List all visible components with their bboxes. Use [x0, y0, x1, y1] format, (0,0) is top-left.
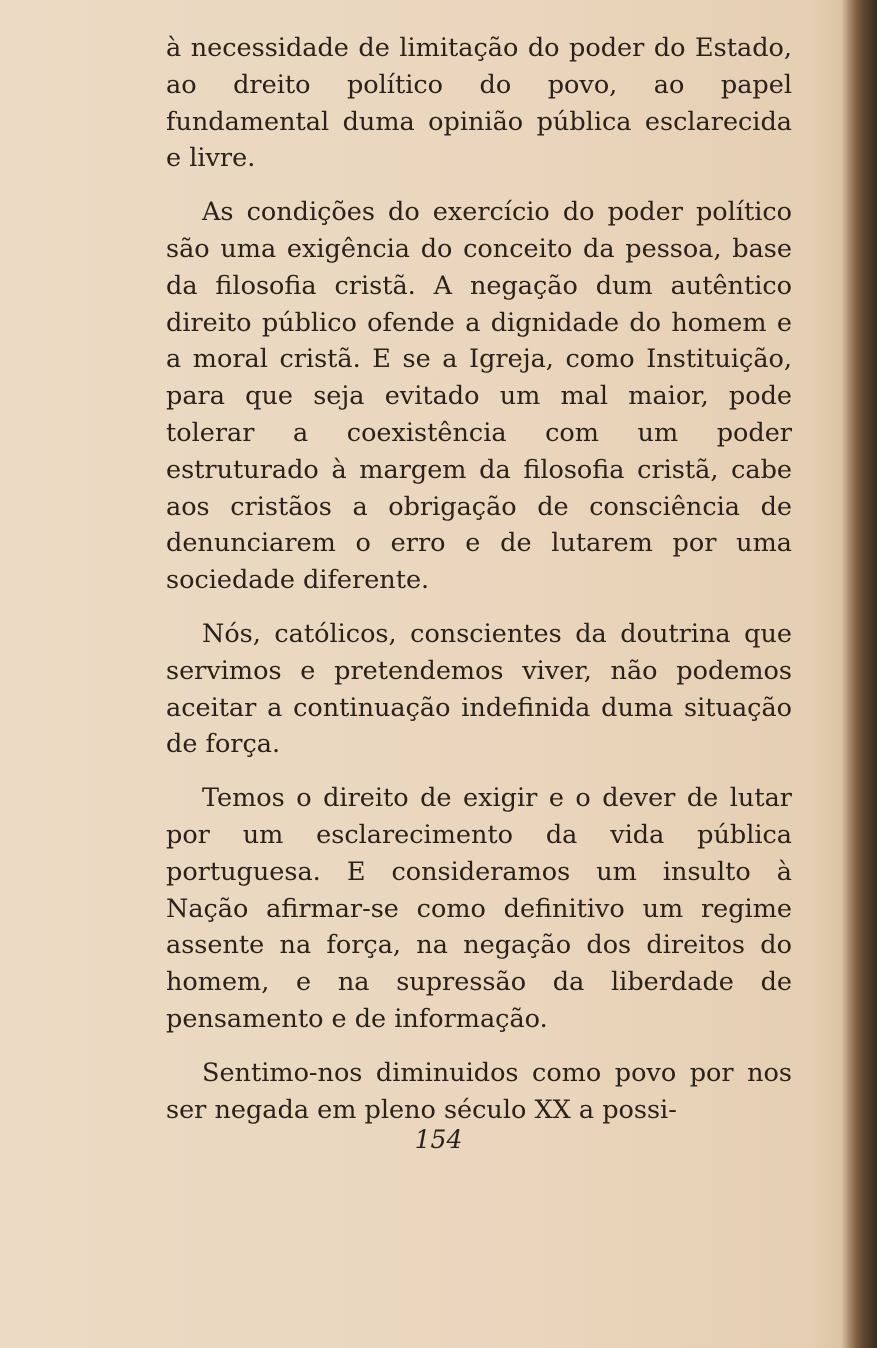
paragraph: Nós, católicos, conscientes da doutrina que servimos e pretendemos viver, não podemos aceitar a continuação indefinida duma situação de força. [166, 618, 792, 760]
paragraph: Sentimo-nos diminuidos como povo por nos ser negada em pleno século XX a possi- [166, 1057, 792, 1125]
page-number: 154 [414, 1125, 463, 1154]
body-text [166, 30, 792, 1145]
paragraph: à necessidade de limitação do poder do Estado, ao dreito político do povo, ao papel fundamental duma opinião pública esclarecida e livre. [166, 33, 792, 174]
paragraph: As condições do exercício do poder político são uma exigência do conceito da pessoa, base da filosofia cristã. A negação dum autêntico direito público ofende a dignidade do homem e a moral cristã. E se a Igreja, como Instituição, para que seja evitado um mal maior, pode tolerar a coexistência com um poder estruturado à margem da filosofia cristã, cabe aos cristãos a obrigação de consciência de denunciarem o erro e de lutarem por uma sociedade diferente. [166, 197, 792, 596]
paragraph: Temos o direito de exigir e o dever de lutar por um esclarecimento da vida pública portuguesa. E consideramos um insulto à Nação afirmar-se como definitivo um regime assente na força, na negação dos direitos do homem, e na supressão da liberdade de pensamento e de informação. [166, 783, 792, 1034]
